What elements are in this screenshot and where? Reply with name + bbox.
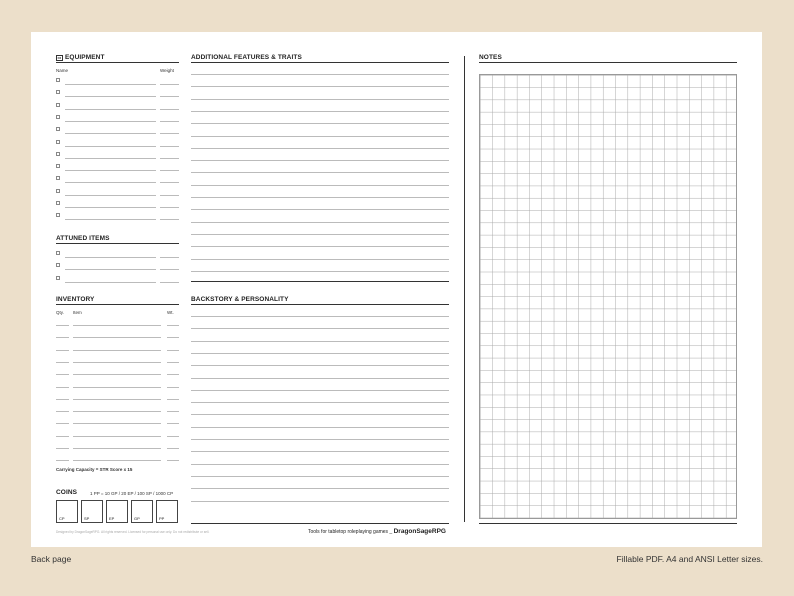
inventory-col-item: Item — [73, 310, 82, 315]
inventory-item-line[interactable] — [73, 337, 161, 338]
inventory-item-line[interactable] — [73, 350, 161, 351]
coin-label-gp: GP — [134, 516, 140, 521]
features-line[interactable] — [191, 197, 449, 198]
features-line[interactable] — [191, 172, 449, 173]
footer-tagline — [308, 528, 446, 535]
inventory-item-line[interactable] — [73, 325, 161, 326]
notes-bottom-rule — [479, 523, 737, 524]
coin-label-cp: CP — [59, 516, 65, 521]
inventory-qty-line[interactable] — [56, 350, 69, 351]
equipment-col-weight: Weight — [160, 68, 174, 73]
features-header: ADDITIONAL FEATURES & TRAITS — [191, 54, 449, 63]
inventory-wt-line[interactable] — [167, 436, 179, 437]
attuned-weight-line[interactable] — [160, 257, 179, 258]
features-line[interactable] — [191, 209, 449, 210]
features-bottom-rule — [191, 281, 449, 282]
equipment-name-line[interactable] — [65, 84, 156, 85]
inventory-wt-line[interactable] — [167, 399, 179, 400]
inventory-wt-line[interactable] — [167, 374, 179, 375]
attuned-checkbox[interactable] — [56, 276, 60, 280]
equipment-weight-line[interactable] — [160, 219, 179, 220]
carrying-capacity-note: Carrying Capacity = STR Score x 15 — [56, 467, 133, 472]
coins-title: COINS — [56, 489, 78, 496]
inventory-qty-line[interactable] — [56, 423, 69, 424]
equipment-name-line[interactable] — [65, 219, 156, 220]
caption-formats: Fillable PDF. A4 and ANSI Letter sizes. — [616, 554, 763, 564]
attuned-name-line[interactable] — [65, 257, 156, 258]
equipment-checkbox[interactable] — [56, 90, 60, 94]
features-line[interactable] — [191, 160, 449, 161]
attuned-checkbox[interactable] — [56, 263, 60, 267]
features-line[interactable] — [191, 222, 449, 223]
equipment-weight-line[interactable] — [160, 109, 179, 110]
coin-box-ep[interactable] — [106, 500, 128, 523]
inventory-qty-line[interactable] — [56, 460, 69, 461]
brand-name: DragonSageRPG — [393, 528, 446, 535]
inventory-col-qty: Qty. — [56, 310, 64, 315]
equipment-checkbox[interactable] — [56, 115, 60, 119]
equipment-checkbox[interactable] — [56, 140, 60, 144]
equipment-name-line[interactable] — [65, 195, 156, 196]
inventory-item-line[interactable] — [73, 423, 161, 424]
equipment-weight-line[interactable] — [160, 158, 179, 159]
equipment-checkbox[interactable] — [56, 78, 60, 82]
backstory-line[interactable] — [191, 328, 449, 329]
coin-label-sp: SP — [84, 516, 90, 521]
backstory-header: BACKSTORY & PERSONALITY — [191, 296, 449, 305]
character-sheet-back-page — [31, 32, 762, 547]
inventory-item-line[interactable] — [73, 448, 161, 449]
equipment-checkbox[interactable] — [56, 176, 60, 180]
notes-header: NOTES — [479, 54, 737, 63]
backstory-line[interactable] — [191, 476, 449, 477]
features-line[interactable] — [191, 99, 449, 100]
equipment-weight-line[interactable] — [160, 84, 179, 85]
backstory-line[interactable] — [191, 427, 449, 428]
inventory-qty-line[interactable] — [56, 436, 69, 437]
equipment-header — [56, 54, 179, 63]
backstory-line[interactable] — [191, 402, 449, 403]
equipment-name-line[interactable] — [65, 121, 156, 122]
column-divider — [464, 56, 465, 522]
backstory-line[interactable] — [191, 464, 449, 465]
legal-notice: Designed by DragonSageRPG. All rights reserved. Licensed for personal use only. Do not redistribute or sell. — [56, 530, 210, 534]
backstory-line[interactable] — [191, 365, 449, 366]
equipment-weight-line[interactable] — [160, 133, 179, 134]
equipment-name-line[interactable] — [65, 182, 156, 183]
coins-exchange-rate: 1 PP = 10 GP / 20 EP / 100 SP / 1000 CP — [90, 491, 174, 496]
equipment-checkbox[interactable] — [56, 189, 60, 193]
coin-label-ep: EP — [109, 516, 115, 521]
inventory-col-wt: Wt. — [167, 310, 174, 315]
equipment-col-name: Name — [56, 68, 69, 73]
equipment-name-line[interactable] — [65, 133, 156, 134]
inventory-wt-line[interactable] — [167, 325, 179, 326]
coin-box-cp[interactable] — [56, 500, 78, 523]
attuned-header: ATTUNED ITEMS — [56, 235, 179, 244]
equipment-name-line[interactable] — [65, 96, 156, 97]
attuned-name-line[interactable] — [65, 282, 156, 283]
backstory-line[interactable] — [191, 501, 449, 502]
backstory-line[interactable] — [191, 341, 449, 342]
inventory-item-line[interactable] — [73, 387, 161, 388]
tagline-text: Tools for tabletop roleplaying games _ — [308, 529, 393, 535]
coin-label-pp: PP — [159, 516, 165, 521]
inventory-item-line[interactable] — [73, 436, 161, 437]
equipment-weight-line[interactable] — [160, 182, 179, 183]
inventory-wt-line[interactable] — [167, 362, 179, 363]
inventory-wt-line[interactable] — [167, 411, 179, 412]
inventory-wt-line[interactable] — [167, 448, 179, 449]
coin-box-pp[interactable] — [156, 500, 178, 523]
inventory-wt-line[interactable] — [167, 387, 179, 388]
inventory-item-line[interactable] — [73, 399, 161, 400]
equipment-checkbox[interactable] — [56, 127, 60, 131]
inventory-qty-line[interactable] — [56, 399, 69, 400]
attuned-name-line[interactable] — [65, 269, 156, 270]
inventory-qty-line[interactable] — [56, 448, 69, 449]
equipment-name-line[interactable] — [65, 170, 156, 171]
backstory-line[interactable] — [191, 488, 449, 489]
equipment-name-line[interactable] — [65, 158, 156, 159]
backstory-line[interactable] — [191, 353, 449, 354]
equipment-name-line[interactable] — [65, 109, 156, 110]
features-line[interactable] — [191, 74, 449, 75]
equipment-checkbox[interactable] — [56, 103, 60, 107]
equipment-checkbox[interactable] — [56, 152, 60, 156]
inventory-wt-line[interactable] — [167, 460, 179, 461]
inventory-wt-line[interactable] — [167, 423, 179, 424]
features-line[interactable] — [191, 136, 449, 137]
inventory-item-line[interactable] — [73, 460, 161, 461]
features-line[interactable] — [191, 259, 449, 260]
backstory-line[interactable] — [191, 316, 449, 317]
equipment-weight-line[interactable] — [160, 121, 179, 122]
coin-box-gp[interactable] — [131, 500, 153, 523]
equipment-checkbox[interactable] — [56, 201, 60, 205]
backstory-line[interactable] — [191, 378, 449, 379]
backstory-line[interactable] — [191, 390, 449, 391]
features-line[interactable] — [191, 148, 449, 149]
equipment-weight-line[interactable] — [160, 207, 179, 208]
features-line[interactable] — [191, 185, 449, 186]
inventory-header: INVENTORY — [56, 296, 179, 305]
caption-back-page: Back page — [31, 554, 72, 564]
inventory-qty-line[interactable] — [56, 337, 69, 338]
inventory-qty-line[interactable] — [56, 362, 69, 363]
equipment-name-line[interactable] — [65, 207, 156, 208]
features-line[interactable] — [191, 271, 449, 272]
inventory-wt-line[interactable] — [167, 337, 179, 338]
attuned-weight-line[interactable] — [160, 269, 179, 270]
equipment-name-line[interactable] — [65, 146, 156, 147]
backstory-bottom-rule — [191, 523, 449, 524]
equipment-weight-line[interactable] — [160, 195, 179, 196]
features-line[interactable] — [191, 86, 449, 87]
attuned-weight-line[interactable] — [160, 282, 179, 283]
equipment-weight-line[interactable] — [160, 146, 179, 147]
wardrobe-icon: ▭ — [57, 55, 62, 60]
equipment-checkbox[interactable] — [56, 164, 60, 168]
features-line[interactable] — [191, 123, 449, 124]
features-line[interactable] — [191, 111, 449, 112]
equipment-weight-line[interactable] — [160, 96, 179, 97]
inventory-qty-line[interactable] — [56, 411, 69, 412]
equipment-checkbox[interactable] — [56, 213, 60, 217]
inventory-wt-line[interactable] — [167, 350, 179, 351]
backstory-line[interactable] — [191, 414, 449, 415]
features-line[interactable] — [191, 246, 449, 247]
equipment-title: EQUIPMENT — [65, 54, 105, 61]
inventory-qty-line[interactable] — [56, 374, 69, 375]
features-line[interactable] — [191, 234, 449, 235]
inventory-item-line[interactable] — [73, 362, 161, 363]
notes-grid[interactable] — [479, 74, 737, 519]
backstory-line[interactable] — [191, 439, 449, 440]
inventory-item-line[interactable] — [73, 411, 161, 412]
coin-box-sp[interactable] — [81, 500, 103, 523]
inventory-qty-line[interactable] — [56, 387, 69, 388]
inventory-item-line[interactable] — [73, 374, 161, 375]
backstory-line[interactable] — [191, 451, 449, 452]
inventory-qty-line[interactable] — [56, 325, 69, 326]
equipment-weight-line[interactable] — [160, 170, 179, 171]
attuned-checkbox[interactable] — [56, 251, 60, 255]
